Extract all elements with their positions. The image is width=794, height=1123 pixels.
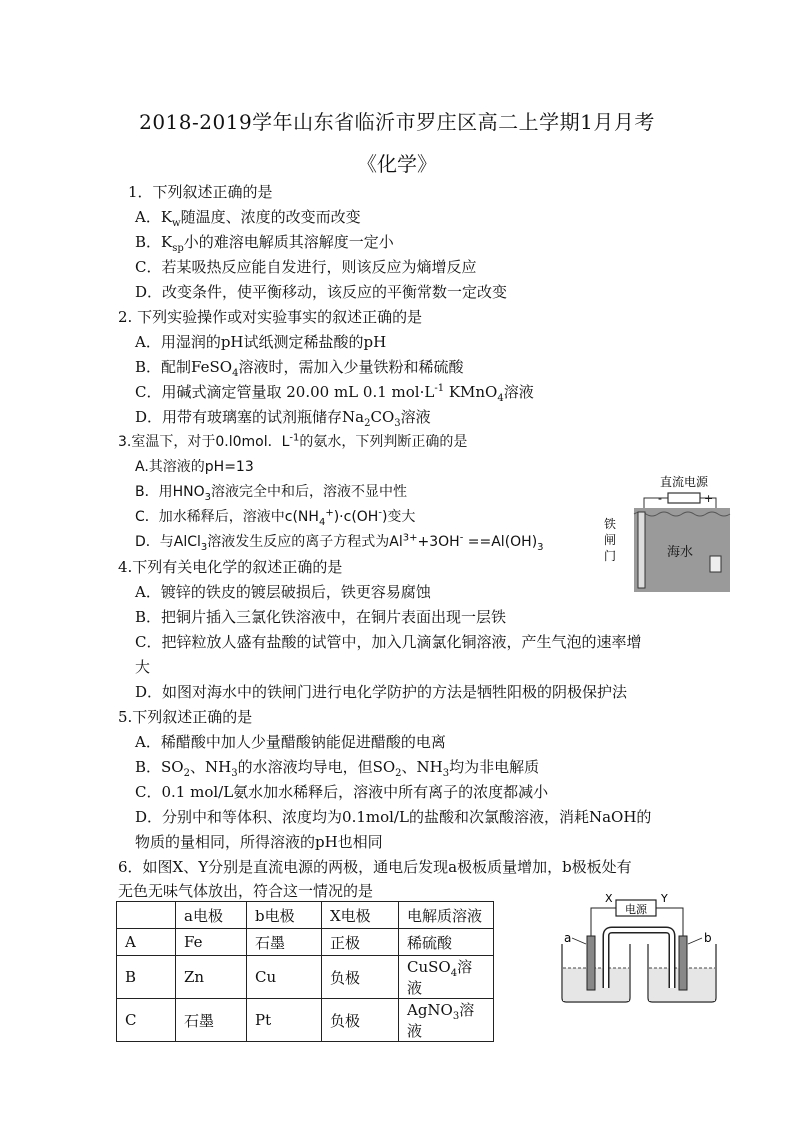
table-cell: 石墨	[247, 929, 322, 956]
q4-option-d: D．如图对海水中的铁闸门进行电化学防护的方法是牺牲阳极的阴极保护法	[135, 683, 628, 701]
table-cell: AgNO$_3$溶液	[399, 999, 494, 1042]
table-cell: B	[117, 956, 176, 999]
q1-option-c: C．若某吸热反应能自发进行，则该反应为熵增反应	[135, 258, 477, 276]
q1-option-d: D．改变条件，使平衡移动，该反应的平衡常数一定改变	[135, 283, 508, 301]
q3-option-a: A.其溶液的pH=13	[135, 459, 254, 475]
gate-label	[604, 516, 620, 563]
electrode-a-icon	[587, 936, 595, 990]
iron-gate-figure	[598, 474, 738, 594]
gate-label-char-2: 闸	[604, 533, 617, 547]
q2-option-a: A．用湿润的pH试纸测定稀盐酸的pH	[135, 333, 387, 351]
table-cell: C	[117, 999, 176, 1042]
table-cell: Cu	[247, 956, 322, 999]
table-cell: Pt	[247, 999, 322, 1042]
table-cell: CuSO$_4$溶液	[399, 956, 494, 999]
q4-option-a: A．镀锌的铁皮的镀层破损后，铁更容易腐蚀	[135, 583, 431, 601]
table-cell: Zn	[176, 956, 247, 999]
gate-label-char-1: 铁	[604, 517, 617, 531]
q5-option-c: C．0.1 mol/L氨水加水稀释后，溶液中所有离子的浓度都减小	[135, 783, 549, 801]
power-label: 直流电源	[659, 475, 709, 489]
iron-gate-icon	[638, 512, 645, 588]
table-cell: Fe	[176, 929, 247, 956]
table-header-row	[117, 902, 494, 929]
q4-option-c-line2: 大	[135, 658, 151, 676]
page-title: 2018-2019学年山东省临沂市罗庄区高二上学期1月月考	[139, 110, 655, 134]
electrode-a-label: a	[564, 931, 572, 945]
electrode-b-icon	[679, 936, 687, 990]
header-cell: X电极	[322, 902, 399, 929]
subject-title: 《化学》	[357, 152, 437, 176]
header-cell: 电解质溶液	[399, 902, 494, 929]
gate-label-char-3: 门	[604, 549, 617, 563]
q5-option-a: A．稀醋酸中加人少量醋酸钠能促进醋酸的电离	[135, 733, 446, 751]
seawater-label: 海水	[666, 545, 694, 560]
q6-options-table	[116, 901, 494, 1042]
q5-option-d-line1: D．分别中和等体积、浓度均为0.1mol/L的盐酸和次氯酸溶液，消耗NaOH的	[135, 808, 652, 826]
q1-option-b: B．$K_{sp}$小的难溶电解质其溶解度一定小	[135, 233, 394, 254]
q3-option-b: B．用$HNO_3$溶液完全中和后，溶液不显中性	[135, 484, 407, 503]
table-cell: A	[117, 929, 176, 956]
table-cell: 稀硫酸	[399, 929, 494, 956]
pointer-a	[572, 938, 586, 944]
q5-option-b: B．$SO_2$、$NH_3$的水溶液均导电，但$SO_2$、$NH_3$均为非电解质	[135, 758, 540, 779]
q6-stem-line2: 无色无味气体放出，符合这一情况的是	[118, 882, 374, 900]
table-row	[117, 999, 494, 1042]
q3-option-d: D．与AlCl$_3$溶液发生反应的离子方程式为$Al^{3+}+3OH^- ==Al(OH)_3$	[135, 532, 544, 553]
x-terminal-label: X	[605, 892, 613, 905]
power-source-icon	[668, 493, 700, 503]
pointer-b	[688, 938, 702, 944]
q2-option-d: D．用带有玻璃塞的试剂瓶储存$Na_2CO_3$溶液	[135, 408, 431, 429]
header-cell: b电极	[247, 902, 322, 929]
q1-stem: 1．下列叙述正确的是	[128, 183, 273, 201]
header-cell	[117, 902, 176, 929]
q5-option-d-line2: 物质的量相同，所得溶液的pH也相同	[135, 833, 383, 851]
plus-sign: +	[704, 492, 714, 505]
q4-option-b: B．把铜片插入三氯化铁溶液中，在铜片表面出现一层铁	[135, 608, 507, 626]
q4-option-c-line1: C．把锌粒放人盛有盐酸的试管中，加入几滴氯化铜溶液，产生气泡的速率增	[135, 633, 642, 651]
table-row	[117, 956, 494, 999]
minus-sign: -	[658, 492, 662, 505]
electrode-b-label: b	[704, 931, 712, 945]
q1-option-a: A．$K_w$随温度、浓度的改变而改变	[135, 208, 361, 229]
q4-stem: 4.下列有关电化学的叙述正确的是	[118, 558, 343, 576]
anode-block-icon	[710, 556, 721, 572]
q6-stem-line1: 6．如图X、Y分别是直流电源的两极，通电后发现a极板质量增加，b极板处有	[118, 858, 632, 876]
q2-stem: 2. 下列实验操作或对实验事实的叙述正确的是	[118, 308, 423, 326]
y-terminal-label: Y	[661, 892, 668, 905]
q5-stem: 5.下列叙述正确的是	[118, 708, 253, 726]
electrolysis-figure	[548, 888, 732, 1006]
table-cell: 正极	[322, 929, 399, 956]
table-cell: 负极	[322, 956, 399, 999]
power-box-label: 电源	[625, 903, 647, 916]
table-cell: 负极	[322, 999, 399, 1042]
q3-option-c: C．加水稀释后，溶液中$c(NH_4^+)\cdot c(OH^-)$变大	[135, 507, 416, 528]
header-cell: a电极	[176, 902, 247, 929]
q2-option-c: C．用碱式滴定管量取 20.00 mL 0.1 $mol\cdot L^{-1}$ KMnO$_4$溶液	[135, 383, 534, 404]
solution-left	[563, 968, 629, 1001]
q3-stem: 3.室温下，对于0.l0mol．$L^{-1}$的氨水，下列判断正确的是	[118, 432, 468, 450]
table-cell: 石墨	[176, 999, 247, 1042]
table-row	[117, 929, 494, 956]
q2-option-b: B．配制FeSO$_4$溶液时，需加入少量铁粉和稀硫酸	[135, 358, 464, 379]
